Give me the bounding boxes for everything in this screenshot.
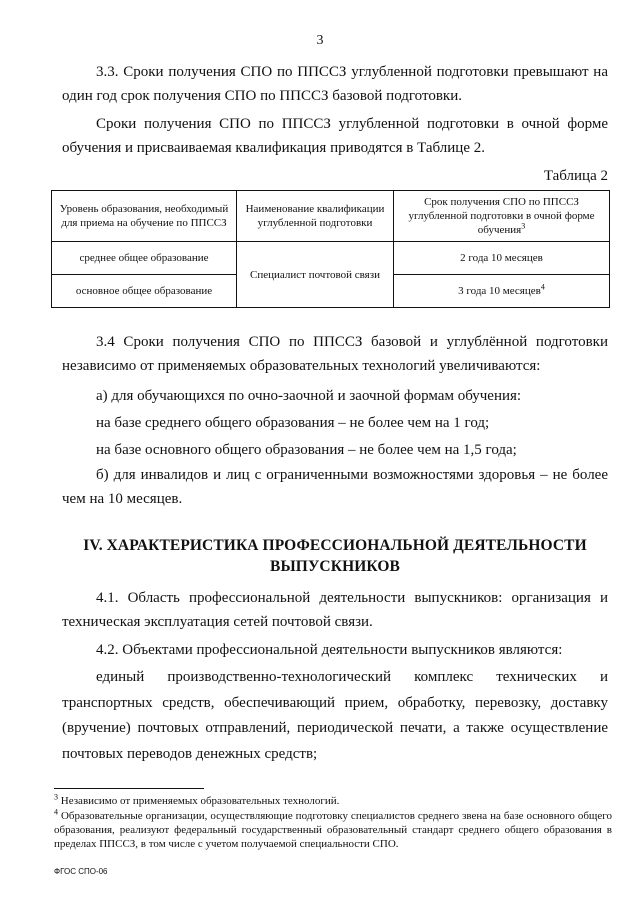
table-header-row [52,191,610,242]
page-number: 3 [316,33,324,48]
footnote-4 [54,809,612,851]
header-qualification: Наименование квалификации углубленной подготовки [237,191,394,242]
header-education-level: Уровень образования, необходимый для приема на обучение по ППССЗ [52,191,237,242]
table-row [52,242,610,275]
row-level-basic: основное общее образование [52,275,237,308]
header-term [394,191,610,242]
section-title-line-2: ВЫПУСКНИКОВ [270,558,400,575]
paragraph-terms: Сроки получения СПО по ППССЗ углубленной подготовки в очной форме обучения и присваиваемая квалификация приводятся в Таблице 2. [62,116,608,156]
row-term-basic [394,275,610,308]
paragraph-4-2: 4.2. Объектами профессиональной деятельности выпускников являются: [96,642,563,658]
footnote-ref-4: 4 [540,282,545,292]
footnote-ref-3: 3 [521,221,526,231]
row-level-secondary: среднее общее образование [52,242,237,275]
document-code: ФГОС СПО-06 [54,867,108,876]
footnote-3-mark: 3 [54,792,58,802]
table-caption: Таблица 2 [543,168,608,184]
paragraph-3-3: 3.3. Сроки получения СПО по ППССЗ углубленной подготовки превышают на один год срок получения СПО по ППССЗ базовой подготовки. [62,64,608,104]
table-2 [51,190,610,308]
item-b: б) для инвалидов и лиц с ограниченными возможностями здоровья – не более чем на 10 месяцев. [62,467,608,507]
footnote-4-mark: 4 [54,807,58,817]
paragraph-objects: единый производственно-технологический комплекс технических и транспортных средств, обеспечивающий прием, обработку, перевозку, доставку (вручение) почтовых отправлений, периодической печати, а также осуществление почтовых переводов денежных средств; [62,669,608,762]
row-term-basic-text: 3 года 10 месяцев [458,285,541,297]
row-term-secondary: 2 года 10 месяцев [394,242,610,275]
paragraph-3-4: 3.4 Сроки получения СПО по ППССЗ базовой и углублённой подготовки независимо от применяемых образовательных технологий увеличиваются: [62,334,608,374]
section-title-line-1: IV. ХАРАКТЕРИСТИКА ПРОФЕССИОНАЛЬНОЙ ДЕЯТЕЛЬНОСТИ [83,537,587,554]
qualification-cell: Специалист почтовой связи [237,242,394,308]
footnote-separator [54,788,204,789]
section-title [62,535,608,577]
item-a2: на базе основного общего образования – не более чем на 1,5 года; [96,442,517,458]
paragraph-4-1: 4.1. Область профессиональной деятельности выпускников: организация и техническая эксплуатация сетей почтовой связи. [62,590,608,630]
footnote-3 [54,794,612,808]
item-a1: на базе среднего общего образования – не более чем на 1 год; [96,415,490,431]
header-term-text: Срок получения СПО по ППССЗ углубленной подготовки в очной форме обучения [408,196,595,236]
item-a: а) для обучающихся по очно-заочной и заочной формам обучения: [96,388,522,404]
footnote-4-text: Образовательные организации, осуществляющие подготовку специалистов среднего звена на базе основного общего образования, реализуют федеральный государственный образовательный стандарт среднего общего образования в пределах ППССЗ, в том числе с учетом получаемой специальности СПО. [54,810,613,850]
footnote-3-text: Независимо от применяемых образовательных технологий. [60,795,340,807]
